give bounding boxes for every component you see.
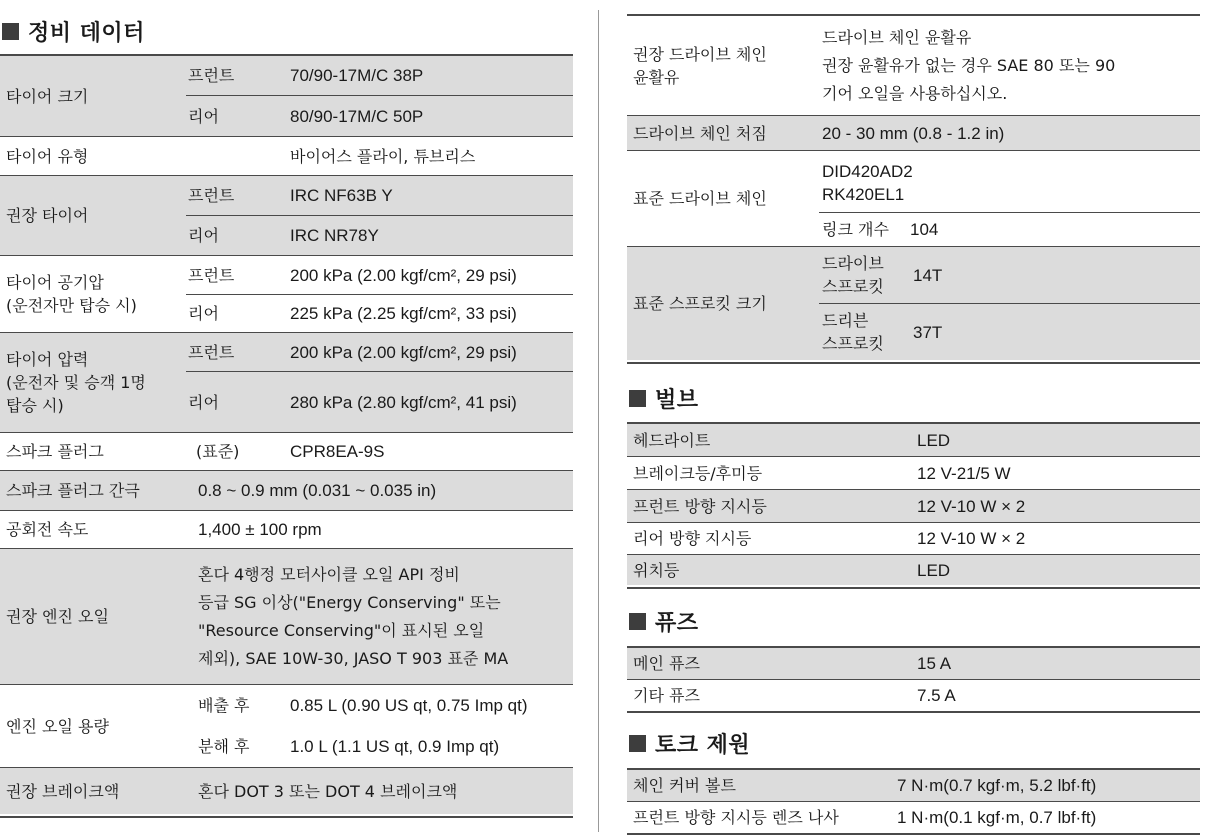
fuses-table [627, 646, 1200, 713]
table-row [627, 555, 1200, 585]
table-row [627, 490, 1200, 522]
row-value: 7 N·m(0.7 kgf·m, 5.2 lbf·ft) [897, 776, 1097, 795]
value-line: "Resource Conserving"이 표시된 오일 [198, 620, 485, 640]
table-row [0, 333, 573, 432]
value-line: 기어 오일을 사용하십시오. [822, 83, 1008, 103]
table-row [627, 648, 1200, 679]
sub-label: 리어 [188, 304, 219, 323]
sub-label: 배출 후 [198, 696, 250, 715]
label-line: 윤활유 [633, 67, 680, 87]
row-label: 권장 엔진 오일 [6, 607, 109, 626]
table-row [627, 16, 1200, 115]
row-value: 12 V-10 W × 2 [917, 496, 1026, 516]
row-label: 기타 퓨즈 [633, 686, 700, 705]
sub-label: 프런트 [188, 66, 235, 85]
row-label: 타이어 크기 [6, 86, 89, 106]
table-row [627, 116, 1200, 150]
value-line: 혼다 4행정 모터사이클 오일 API 정비 [198, 564, 460, 584]
table-row [0, 433, 573, 470]
sub-divider [186, 215, 573, 216]
value-line: 등급 SG 이상("Energy Conserving" 또는 [198, 592, 501, 612]
sub-label: 프런트 [188, 186, 235, 205]
table-row [0, 549, 573, 684]
maintenance-table [0, 54, 573, 818]
value-line: DID420AD2 [822, 162, 913, 181]
section-title-maintenance: 정비 데이터 [0, 14, 145, 48]
row-value: 1,400 ± 100 rpm [198, 520, 322, 539]
row-label: 권장 타이어 [6, 206, 89, 225]
row-label: 표준 스프로킷 크기 [633, 294, 767, 313]
table-row [0, 471, 573, 510]
value-line: 제외), SAE 10W-30, JASO T 903 표준 MA [198, 648, 509, 668]
row-value: 20 - 30 mm (0.8 - 1.2 in) [822, 123, 1005, 143]
row-value: 혼다 DOT 3 또는 DOT 4 브레이크액 [198, 781, 458, 801]
label-line: (운전자 및 승객 1명 [6, 373, 146, 392]
row-label: 체인 커버 볼트 [633, 776, 736, 795]
row-value: 200 kPa (2.00 kgf/cm², 29 psi) [290, 265, 517, 285]
label-line: 드리븐 [822, 311, 869, 330]
table-row [0, 56, 573, 136]
table-row [627, 802, 1200, 833]
table-row [627, 151, 1200, 246]
value-line: 드라이브 체인 윤활유 [822, 27, 972, 47]
row-value: 225 kPa (2.25 kgf/cm², 33 psi) [290, 304, 517, 323]
label-line: (운전자만 탑승 시) [6, 296, 137, 315]
sub-label: 리어 [188, 226, 219, 245]
table-row [0, 176, 573, 255]
row-label: 드라이브 체인 처짐 [633, 123, 767, 143]
label-line: 타이어 압력 [6, 350, 89, 369]
section-title-fuses: 퓨즈 [627, 604, 699, 638]
row-value: 12 V-21/5 W [917, 463, 1011, 483]
row-value: IRC NR78Y [290, 226, 379, 245]
row-label: 프런트 방향 지시등 렌즈 나사 [633, 808, 839, 827]
row-value: 104 [910, 220, 939, 239]
table-row [627, 457, 1200, 489]
sub-label [822, 247, 884, 303]
table-row [627, 770, 1200, 801]
label-line: 드라이브 [822, 254, 884, 273]
sub-label: 링크 개수 [822, 220, 889, 239]
row-value: 0.85 L (0.90 US qt, 0.75 Imp qt) [290, 696, 528, 715]
row-value: 7.5 A [917, 686, 956, 705]
label-line: 권장 드라이브 체인 [633, 44, 767, 64]
row-label: 리어 방향 지시등 [633, 529, 752, 548]
row-value: 14T [913, 265, 943, 285]
row-value: 1.0 L (1.1 US qt, 0.9 Imp qt) [290, 737, 500, 756]
row-label: 브레이크등/후미등 [633, 463, 763, 483]
table-row [627, 424, 1200, 456]
row-value: 1 N·m(0.1 kgf·m, 0.7 lbf·ft) [897, 808, 1097, 827]
row-label: 메인 퓨즈 [633, 654, 700, 673]
row-value: 200 kPa (2.00 kgf/cm², 29 psi) [290, 342, 517, 362]
table-row [627, 247, 1200, 360]
row-label [6, 256, 137, 332]
row-label: 스파크 플러그 간극 [6, 481, 140, 500]
sub-label: 분해 후 [198, 737, 250, 756]
row-value [822, 16, 1115, 115]
label-line: 타이어 공기압 [6, 273, 104, 292]
row-label: 프런트 방향 지시등 [633, 496, 767, 516]
row-value: 0.8 ~ 0.9 mm (0.031 ~ 0.035 in) [198, 481, 437, 500]
sub-label: 프런트 [188, 265, 235, 285]
row-label: 타이어 유형 [6, 146, 89, 166]
table-row [0, 685, 573, 767]
label-line: 탑승 시) [6, 396, 64, 415]
sub-label: (표준) [196, 442, 240, 461]
sub-label: 프런트 [188, 342, 235, 362]
value-line: RK420EL1 [822, 185, 905, 204]
row-value: 80/90-17M/C 50P [290, 106, 424, 126]
row-value: LED [917, 430, 951, 450]
row-label [633, 16, 767, 115]
row-label: 표준 드라이브 체인 [633, 189, 767, 208]
row-value: 280 kPa (2.80 kgf/cm², 41 psi) [290, 392, 517, 412]
chain-table [627, 14, 1200, 364]
row-label: 헤드라이트 [633, 430, 711, 450]
table-row [627, 680, 1200, 711]
row-label: 엔진 오일 용량 [6, 716, 109, 736]
row-value: 바이어스 플라이, 튜브리스 [290, 146, 476, 166]
sub-label: 리어 [188, 392, 219, 412]
column-divider [598, 10, 599, 832]
row-value: CPR8EA-9S [290, 442, 385, 461]
sub-label: 리어 [188, 106, 219, 126]
table-row [0, 511, 573, 548]
square-bullet-icon [629, 613, 646, 630]
row-value [822, 155, 913, 211]
row-label: 스파크 플러그 [6, 442, 104, 461]
section-title-bulbs: 벌브 [627, 381, 699, 415]
row-label: 공회전 속도 [6, 520, 89, 539]
sub-label [822, 304, 884, 360]
row-value: 12 V-10 W × 2 [917, 529, 1026, 548]
row-value: 15 A [917, 654, 952, 673]
row-value [198, 549, 508, 684]
value-line: 권장 윤활유가 없는 경우 SAE 80 또는 90 [822, 55, 1116, 75]
bulbs-table [627, 422, 1200, 589]
square-bullet-icon [2, 23, 19, 40]
table-row [627, 523, 1200, 554]
label-line: 스프로킷 [822, 334, 884, 353]
table-row [0, 137, 573, 175]
square-bullet-icon [629, 390, 646, 407]
row-label: 권장 브레이크액 [6, 781, 120, 801]
torque-table [627, 768, 1200, 835]
row-value: IRC NF63B Y [290, 186, 393, 205]
square-bullet-icon [629, 735, 646, 752]
row-value: 37T [913, 322, 943, 342]
row-value: 70/90-17M/C 38P [290, 66, 424, 85]
row-label: 위치등 [633, 560, 680, 580]
row-label [6, 333, 146, 432]
section-title-torque: 토크 제원 [627, 726, 750, 760]
table-row [0, 768, 573, 814]
label-line: 스프로킷 [822, 277, 884, 296]
table-row [0, 256, 573, 332]
row-value: LED [917, 560, 951, 580]
